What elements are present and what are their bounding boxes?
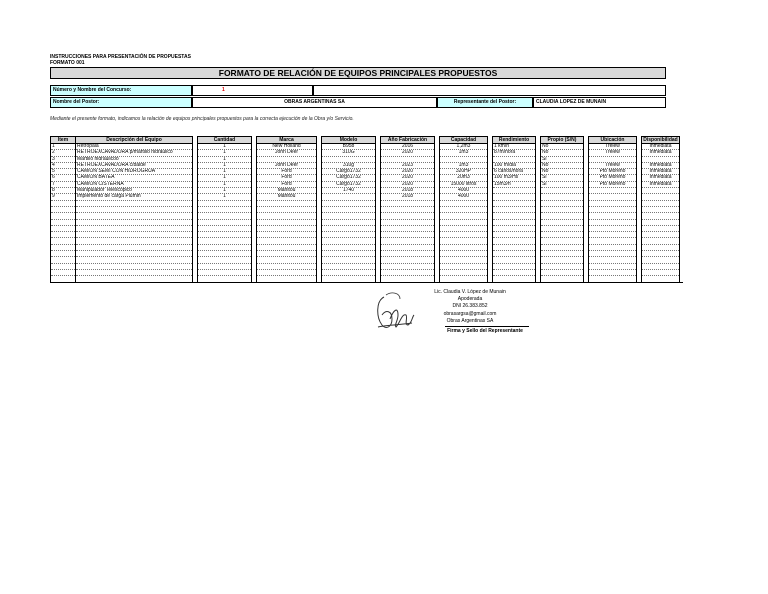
form-title: FORMATO DE RELACIÓN DE EQUIPOS PRINCIPALES PROPUESTOS <box>50 67 666 79</box>
column-gap <box>680 137 683 144</box>
concurso-row <box>50 85 666 96</box>
table-cell[interactable]: 2018 <box>381 188 435 194</box>
table-cell[interactable]: 2 <box>51 150 76 156</box>
table-row <box>51 276 683 282</box>
table-cell[interactable]: Martillo hidraulicoo <box>76 156 193 162</box>
table-cell[interactable] <box>493 276 536 282</box>
table-cell[interactable]: Cargo1732 <box>322 175 376 181</box>
table-cell[interactable]: B95b <box>322 144 376 150</box>
table-cell[interactable] <box>51 276 76 282</box>
table-cell[interactable]: John Deer <box>257 162 317 168</box>
table-cell[interactable]: 1m3 <box>440 150 488 156</box>
table-cell[interactable]: Retropala <box>76 144 193 150</box>
column-header: Propio (S/N) <box>541 137 584 144</box>
representante-label: Representante del Postor: <box>437 97 533 108</box>
table-cell[interactable]: 1 <box>198 194 252 200</box>
signature-line <box>445 326 529 327</box>
table-cell[interactable]: 4000 <box>440 194 488 200</box>
table-cell[interactable]: Manipulador Telescopico <box>76 188 193 194</box>
table-cell[interactable]: 2016 <box>381 144 435 150</box>
column-header: Rendimiento <box>493 137 536 144</box>
stamp-company: Obras Argentinas SA <box>446 317 494 324</box>
table-cell[interactable]: 20m3 <box>440 175 488 181</box>
table-cell[interactable]: 15000 litros <box>440 181 488 187</box>
table-cell[interactable]: 2020 <box>381 150 435 156</box>
table-cell[interactable]: RETROEXCAVADORA p/martillo hidraulico <box>76 150 193 156</box>
table-cell[interactable]: 310G <box>322 150 376 156</box>
table-cell[interactable] <box>642 276 680 282</box>
stamp-email: obrasargsa@gmail.com <box>443 310 497 317</box>
table-cell[interactable]: 1740 <box>322 188 376 194</box>
column-header: Marca <box>257 137 317 144</box>
equipment-table <box>50 136 683 283</box>
table-cell[interactable]: Implemento de carga Plumin <box>76 194 193 200</box>
table-cell[interactable]: 1 <box>198 144 252 150</box>
form-number-line: FORMATO 001 <box>50 60 85 66</box>
handwritten-signature <box>372 289 416 335</box>
table-cell[interactable]: 1 <box>198 156 252 162</box>
table-cell[interactable]: 4 <box>51 162 76 168</box>
stamp-dni: DNI 26.383.852 <box>452 303 488 310</box>
table-cell[interactable]: Inmediata <box>642 175 680 181</box>
table-cell[interactable]: No <box>541 162 584 168</box>
table-cell[interactable]: New Holland <box>257 144 317 150</box>
table-cell[interactable]: 2023 <box>381 162 435 168</box>
table-cell[interactable]: Ford <box>257 169 317 175</box>
table-cell[interactable]: 8 <box>51 188 76 194</box>
table-cell[interactable]: No <box>541 150 584 156</box>
table-cell[interactable]: Si <box>541 181 584 187</box>
table-cell[interactable] <box>381 276 435 282</box>
concurso-extra-field[interactable] <box>313 85 666 96</box>
table-cell[interactable]: Manitou <box>257 188 317 194</box>
table-cell[interactable]: RETROEXCAVADORA c/balde <box>76 162 193 168</box>
table-cell[interactable]: Inmediata <box>642 169 680 175</box>
table-cell[interactable]: 1 <box>198 150 252 156</box>
table-cell[interactable] <box>76 276 193 282</box>
table-cell[interactable]: Si <box>541 156 584 162</box>
intro-text: Mediante el presente formato, indicamos la relación de equipos principales propuestos para la correcta ejecución de la Obra y/o Servicio. <box>50 116 354 122</box>
table-cell[interactable]: Inmediata <box>642 144 680 150</box>
table-cell[interactable]: 1m3 <box>440 162 488 168</box>
table-cell[interactable]: 15m3/h <box>493 181 536 187</box>
table-cell[interactable]: 2020 <box>381 175 435 181</box>
table-cell[interactable]: 1 <box>198 175 252 181</box>
table-cell[interactable]: Ford <box>257 181 317 187</box>
table-cell[interactable]: Inmediata <box>642 181 680 187</box>
table-cell[interactable]: Trelew <box>589 150 637 156</box>
table-cell[interactable]: 6 carlos/hora <box>493 169 536 175</box>
table-cell[interactable] <box>440 276 488 282</box>
table-cell[interactable]: John Deer <box>257 150 317 156</box>
table-cell[interactable]: 7 <box>51 181 76 187</box>
table-cell[interactable] <box>257 276 317 282</box>
concurso-label: Número y Nombre del Concurso: <box>50 85 192 96</box>
table-cell[interactable]: 310g <box>322 162 376 168</box>
table-cell[interactable]: 2020 <box>381 181 435 187</box>
table-cell[interactable]: Cargo1732 <box>322 181 376 187</box>
table-cell[interactable]: No <box>541 169 584 175</box>
table-cell[interactable]: 3 <box>51 156 76 162</box>
column-header: Año Fabricación <box>381 137 435 144</box>
concurso-value[interactable]: 1 <box>192 85 313 96</box>
table-cell[interactable]: Cargo1732 <box>322 169 376 175</box>
table-cell[interactable]: Manitou <box>257 194 317 200</box>
column-header: Ubicación <box>589 137 637 144</box>
table-cell[interactable]: 2018 <box>381 194 435 200</box>
signature-stamp <box>420 289 520 325</box>
table-cell[interactable]: Inmediata <box>642 150 680 156</box>
table-cell[interactable]: Pto Moreno <box>589 175 637 181</box>
table-cell[interactable]: CAMION BATEA <box>76 175 193 181</box>
table-cell[interactable]: 100 m/dia <box>493 162 536 168</box>
table-cell[interactable]: Inmediata <box>642 162 680 168</box>
table-cell[interactable]: 9 <box>51 194 76 200</box>
column-header: Descripción del Equipo <box>76 137 193 144</box>
column-gap <box>680 276 683 282</box>
stamp-role: Apoderada <box>457 296 483 303</box>
postor-row <box>50 97 666 108</box>
table-cell[interactable]: 100 m3/Hs <box>493 175 536 181</box>
table-header-row <box>51 137 683 144</box>
table-cell[interactable] <box>198 276 252 282</box>
table-cell[interactable] <box>322 276 376 282</box>
postor-label: Nombre del Postor: <box>50 97 192 108</box>
column-header: Item <box>51 137 76 144</box>
postor-value[interactable]: OBRAS ARGENTINAS SA <box>192 97 437 108</box>
table-cell[interactable]: Trelew <box>589 162 637 168</box>
table-cell[interactable]: No <box>541 144 584 150</box>
table-cell[interactable]: 87m/hora <box>493 150 536 156</box>
table-cell[interactable]: CAMION SEMI CON HIDROGRUA <box>76 169 193 175</box>
table-cell[interactable]: 1 <box>198 181 252 187</box>
column-header: Disponibilidad <box>643 137 678 143</box>
table-cell[interactable]: Ford <box>257 175 317 181</box>
table-cell[interactable]: 320HP <box>440 169 488 175</box>
representante-value[interactable]: CLAUDIA LOPEZ DE MUNAIN <box>533 97 666 108</box>
column-header: Cantidad <box>198 137 252 144</box>
stamp-name: Lic. Claudia V. López de Munain <box>434 289 506 295</box>
table-cell[interactable]: 6 <box>51 175 76 181</box>
table-cell[interactable]: 1,2m3 <box>440 144 488 150</box>
table-cell[interactable]: Si <box>541 175 584 181</box>
table-cell[interactable]: 1 <box>198 169 252 175</box>
table-cell[interactable]: 1 <box>198 188 252 194</box>
table-cell[interactable]: Pto Moreno <box>589 169 637 175</box>
column-header: Capacidad <box>440 137 488 144</box>
table-cell[interactable]: CAMION CISTERNA <box>76 181 193 187</box>
table-cell[interactable]: 2020 <box>381 169 435 175</box>
table-cell[interactable] <box>589 276 637 282</box>
signature-label: Firma y Sello del Representante <box>447 328 523 334</box>
table-cell[interactable]: Trelew <box>589 144 637 150</box>
table-cell[interactable]: 4000 <box>440 188 488 194</box>
table-cell[interactable] <box>541 276 584 282</box>
column-header: Modelo <box>322 137 376 144</box>
table-cell[interactable]: 5 <box>51 169 76 175</box>
table-cell[interactable]: Pto Moreno <box>589 181 637 187</box>
table-cell[interactable]: 1 <box>51 144 76 150</box>
table-cell[interactable]: 1 km/h <box>493 144 536 150</box>
table-cell[interactable]: 1 <box>198 162 252 168</box>
form-instructions-line: INSTRUCCIONES PARA PRESENTACIÓN DE PROPUESTAS <box>50 54 191 60</box>
